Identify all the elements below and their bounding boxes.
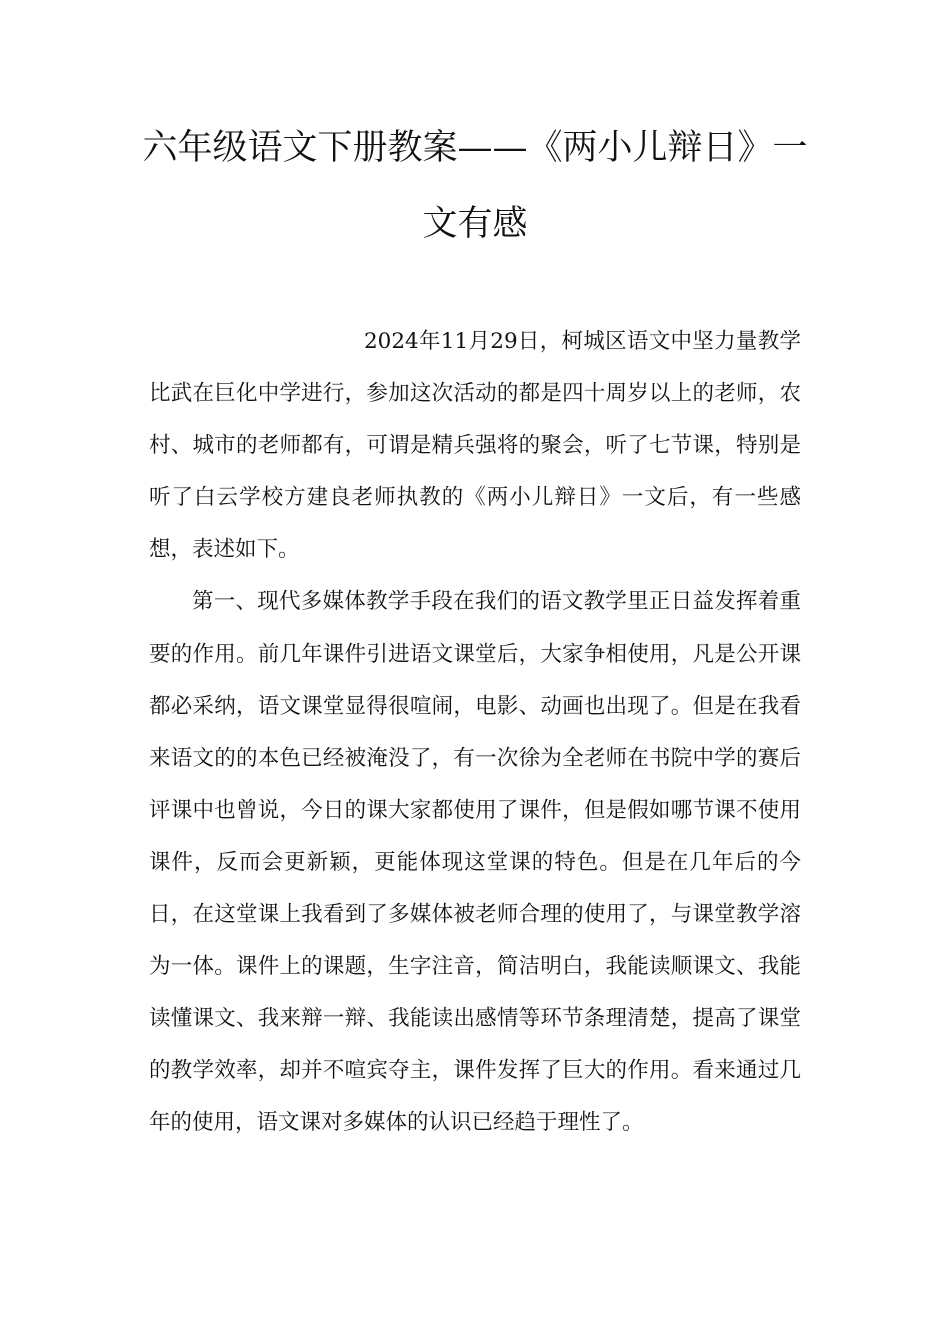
title-line-2: 文有感: [422, 204, 528, 244]
document-title: [130, 110, 820, 262]
document-body: [149, 316, 801, 1150]
title-line-1: 六年级语文下册教案——《两小儿辩日》一: [142, 128, 808, 168]
paragraph-first-point: 第一、现代多媒体教学手段在我们的语文教学里正日益发挥着重要的作用。前几年课件引进语文课堂后，大家争相使用，凡是公开课都必采纳，语文课堂显得很喧闹，电影、动画也出现了。但是在我看来语文的的本色已经被淹没了，有一次徐为全老师在书院中学的赛后评课中也曾说，今日的课大家都使用了课件，但是假如哪节课不使用课件，反而会更新颖，更能体现这堂课的特色。但是在几年后的今日，在这堂课上我看到了多媒体被老师合理的使用了，与课堂教学溶为一体。课件上的课题，生字注音，简洁明白，我能读顺课文、我能读懂课文、我来辩一辩、我能读出感情等环节条理清楚，提高了课堂的教学效率，却并不喧宾夺主，课件发挥了巨大的作用。看来通过几年的使用，语文课对多媒体的认识已经趋于理性了。: [149, 589, 801, 1136]
paragraph-intro: 2024年11月29日，柯城区语文中坚力量教学比武在巨化中学进行，参加这次活动的都是四十周岁以上的老师，农村、城市的老师都有，可谓是精兵强将的聚会，听了七节课，特别是听了白云学校方建良老师执教的《两小儿辩日》一文后，有一些感想，表述如下。: [149, 329, 801, 563]
